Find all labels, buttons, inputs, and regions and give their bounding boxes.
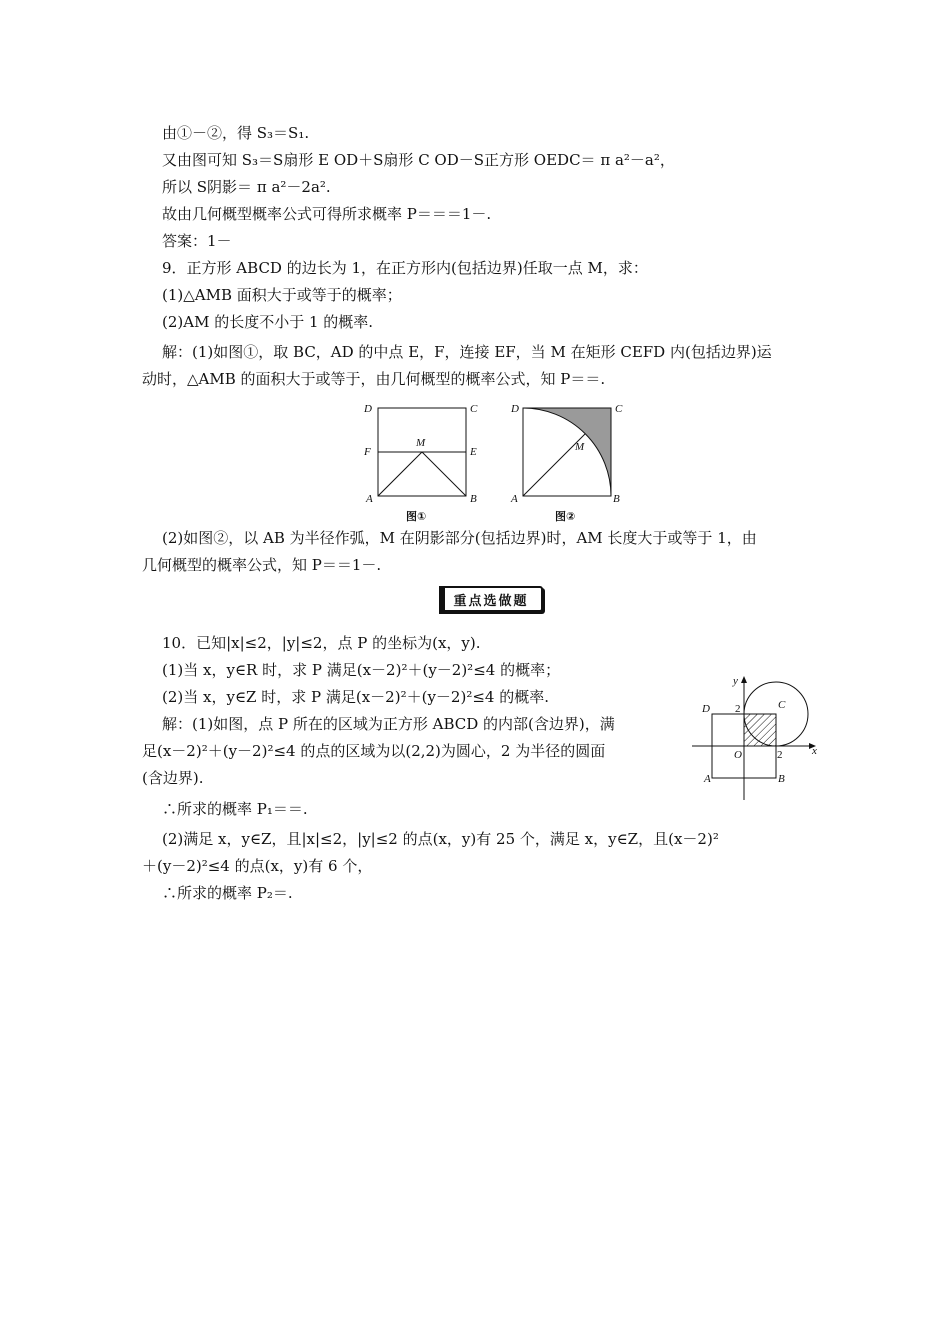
solution-10-line: ∴所求的概率 P₁＝＝. (162, 800, 308, 818)
label-E: E (470, 446, 477, 458)
label-B: B (613, 493, 620, 505)
figure-1-square-rectangle (358, 398, 482, 524)
label-B: B (470, 493, 477, 505)
label-C: C (778, 699, 786, 711)
solution-10-part-2-line: (2)满足 x，y∈Z，且|x|≤2，|y|≤2 的点(x，y)有 25 个，满足 x，y∈Z，且(x－2)² (162, 830, 719, 848)
label-C: C (470, 403, 478, 415)
problem-10-part-2: (2)当 x，y∈Z 时，求 P 满足(x－2)²＋(y－2)²≤4 的概率. (162, 688, 549, 706)
solution-10-line: 足(x－2)²＋(y－2)²≤4 的点的区域为以(2,2)为圆心，2 为半径的圆面 (142, 742, 606, 760)
figure-1-caption: 图① (406, 510, 427, 523)
problem-10-statement: 10．已知|x|≤2，|y|≤2，点 P 的坐标为(x，y). (162, 634, 481, 652)
label-D: D (364, 403, 372, 415)
label-M: M (575, 441, 585, 453)
problem-10-part-1: (1)当 x，y∈R 时，求 P 满足(x－2)²＋(y－2)²≤4 的概率； (162, 661, 561, 679)
text-line: 答案：1－ (162, 232, 232, 250)
section-banner-key-problems (439, 586, 543, 612)
problem-9-part-1: (1)△AMB 面积大于或等于的概率； (162, 286, 402, 304)
problem-9-part-2: (2)AM 的长度不小于 1 的概率. (162, 313, 374, 331)
solution-9-line: 解：(1)如图①，取 BC，AD 的中点 E，F，连接 EF，当 M 在矩形 CEFD 内(包括边界)运 (162, 343, 772, 361)
text-line: 由①－②，得 S₃＝S₁. (162, 124, 310, 142)
solution-9-part-2-line: (2)如图②，以 AB 为半径作弧，M 在阴影部分(包括边界)时，AM 长度大于或等于 1，由 (162, 529, 757, 547)
label-M: M (416, 437, 426, 449)
label-A: A (366, 493, 373, 505)
section-banner-label: 重点选做题 (453, 593, 529, 609)
tick-label-x-2: 2 (777, 749, 783, 761)
solution-10-part-2-line: ＋(y－2)²≤4 的点(x，y)有 6 个， (142, 857, 373, 875)
figure-3-coordinate-circle (690, 668, 826, 802)
figure-2-caption: 图② (555, 510, 576, 523)
label-A: A (511, 493, 518, 505)
text-line: 故由几何概型概率公式可得所求概率 P＝＝＝1－. (162, 205, 492, 223)
problem-9-statement: 9．正方形 ABCD 的边长为 1，在正方形内(包括边界)任取一点 M，求： (162, 259, 648, 277)
text-line: 所以 S阴影＝ π a²－2a². (162, 178, 331, 196)
banner-tab-icon (439, 586, 445, 614)
figure-2-square-arc (507, 398, 631, 524)
text-line: 又由图可知 S₃＝S扇形 E OD＋S扇形 C OD－S正方形 OEDC＝ π a²－a²， (162, 151, 675, 169)
tick-label-y-2: 2 (735, 703, 741, 715)
solution-9-part-2-line: 几何概型的概率公式，知 P＝＝1－. (142, 556, 382, 574)
label-C: C (615, 403, 623, 415)
solution-10-part-2-line: ∴所求的概率 P₂＝. (162, 884, 293, 902)
solution-10-line: 解：(1)如图，点 P 所在的区域为正方形 ABCD 的内部(含边界)，满 (162, 715, 615, 733)
label-D: D (702, 703, 710, 715)
label-A: A (704, 773, 711, 785)
origin-label: O (734, 749, 742, 761)
label-B: B (778, 773, 785, 785)
axis-label-y: y (733, 675, 738, 687)
solution-9-line: 动时，△AMB 的面积大于或等于，由几何概型的概率公式，知 P＝＝. (142, 370, 606, 388)
axis-label-x: x (812, 745, 817, 757)
label-F: F (364, 446, 371, 458)
solution-10-line: (含边界). (142, 769, 204, 787)
label-D: D (511, 403, 519, 415)
